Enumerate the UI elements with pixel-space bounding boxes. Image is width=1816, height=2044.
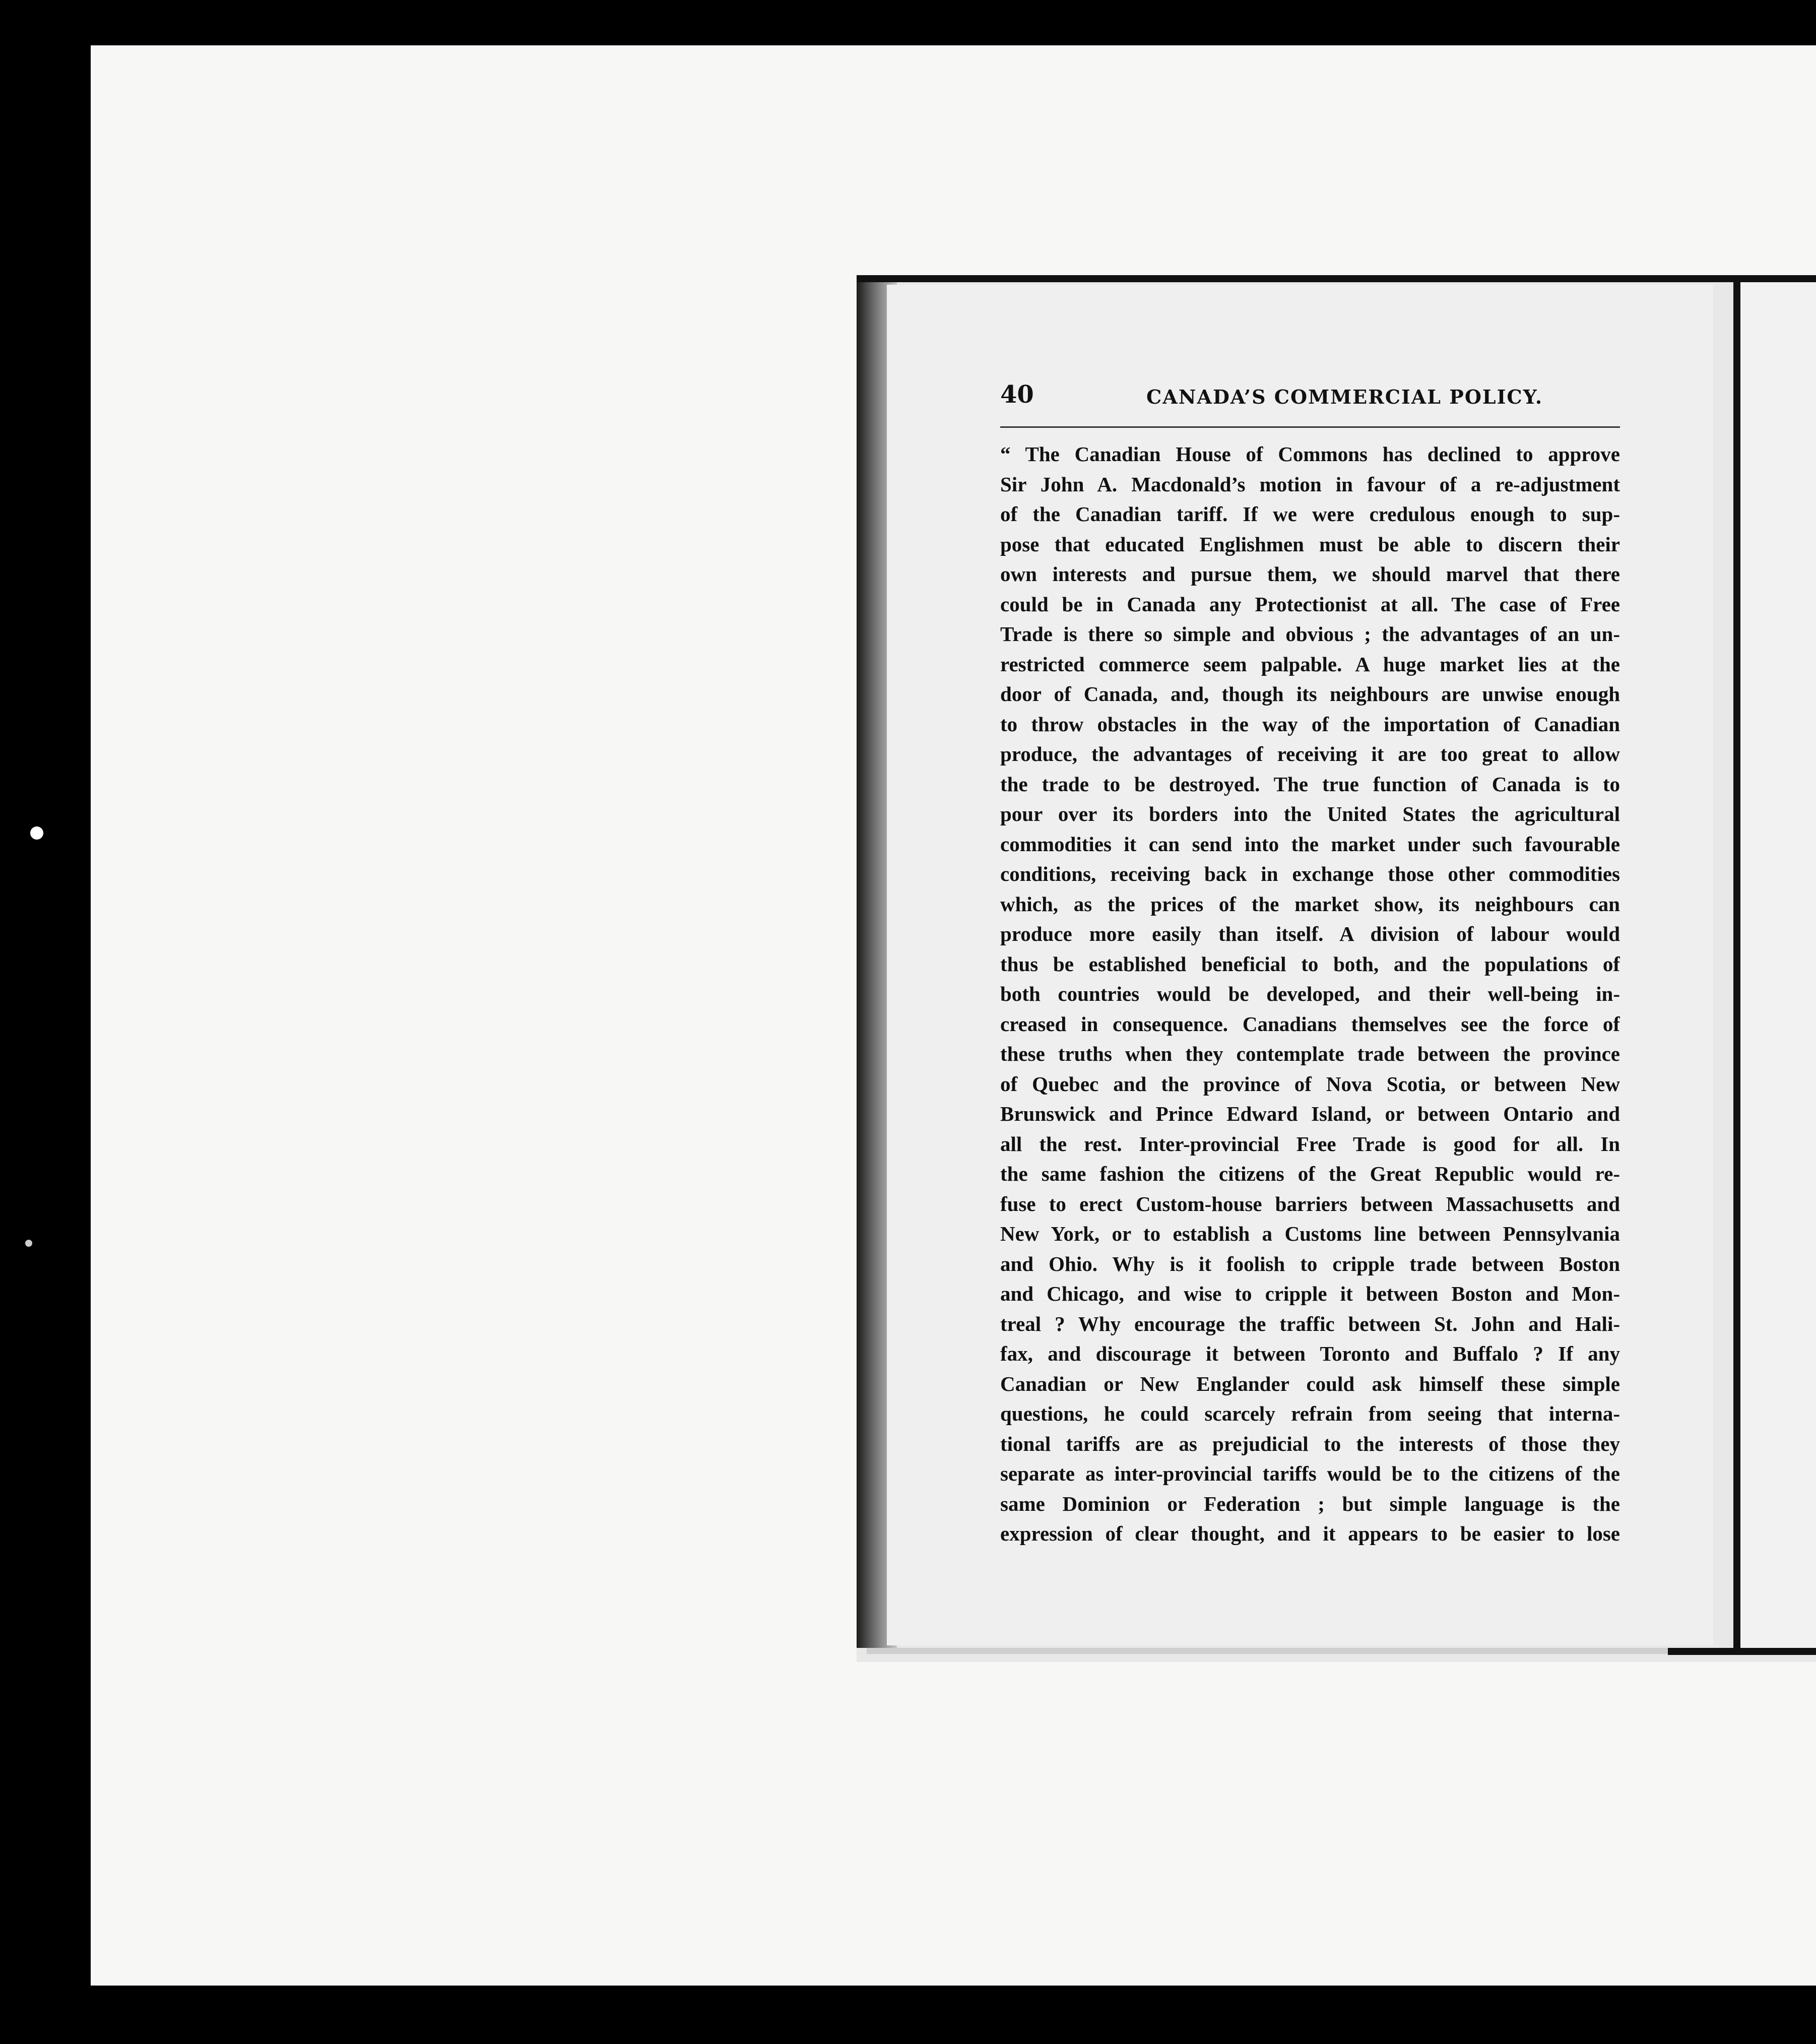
- text-line: all the rest. Inter-provincial Free Trade is good for all. In: [1000, 1132, 1620, 1156]
- text-line: own interests and pursue them, we should marvel that there: [1000, 562, 1620, 586]
- text-line: New York, or to establish a Customs line between Pennsylvania: [1000, 1222, 1620, 1245]
- text-line: pose that educated Englishmen must be able to discern their: [1000, 532, 1620, 556]
- running-head: CANADA’S COMMERCIAL POLICY.: [1146, 386, 1543, 408]
- text-line: thus be established beneficial to both, and the populations of: [1000, 952, 1620, 976]
- page-bottom-edge: [867, 1648, 1784, 1654]
- text-line: “ The Canadian House of Commons has declined to approve: [1000, 442, 1620, 466]
- text-line: Brunswick and Prince Edward Island, or between Ontario and: [1000, 1102, 1620, 1125]
- facing-page-edge: [1733, 282, 1740, 1653]
- text-line: fuse to erect Custom-house barriers between Massachusetts and: [1000, 1192, 1620, 1216]
- text-line: of the Canadian tariff. If we were credulous enough to sup-: [1000, 502, 1620, 526]
- text-line: and Chicago, and wise to cripple it between Boston and Mon-: [1000, 1282, 1620, 1305]
- header-rule: [1000, 426, 1620, 428]
- text-line: Canadian or New Englander could ask himself these simple: [1000, 1372, 1620, 1395]
- text-line: door of Canada, and, though its neighbours are unwise enough: [1000, 682, 1620, 706]
- text-line: tional tariffs are as prejudicial to the interests of those they: [1000, 1432, 1620, 1455]
- text-line: expression of clear thought, and it appears to be easier to lose: [1000, 1522, 1620, 1545]
- body-text: [1000, 439, 1620, 1549]
- text-line: same Dominion or Federation ; but simple language is the: [1000, 1492, 1620, 1515]
- text-line: and Ohio. Why is it foolish to cripple trade between Boston: [1000, 1252, 1620, 1275]
- text-line: the same fashion the citizens of the Great Republic would re-: [1000, 1162, 1620, 1185]
- text-line: the trade to be destroyed. The true function of Canada is to: [1000, 772, 1620, 796]
- text-line: could be in Canada any Protectionist at all. The case of Free: [1000, 592, 1620, 616]
- text-line: produce more easily than itself. A division of labour would: [1000, 922, 1620, 945]
- facing-page: [1740, 282, 1816, 1648]
- text-line: pour over its borders into the United States the agricultural: [1000, 802, 1620, 825]
- film-blemish: [30, 826, 43, 840]
- facing-page-foot: [1668, 1648, 1816, 1655]
- text-line: of Quebec and the province of Nova Scotia, or between New: [1000, 1072, 1620, 1096]
- text-line: conditions, receiving back in exchange those other commodities: [1000, 862, 1620, 885]
- film-edge-left: [0, 0, 91, 2044]
- text-line: Trade is there so simple and obvious ; the advantages of an un-: [1000, 622, 1620, 646]
- page-number: 40: [1000, 380, 1034, 409]
- text-line: creased in consequence. Canadians themselves see the force of: [1000, 1012, 1620, 1036]
- text-line: these truths when they contemplate trade between the province: [1000, 1042, 1620, 1065]
- text-line: both countries would be developed, and their well-being in-: [1000, 982, 1620, 1005]
- text-line: separate as inter-provincial tariffs would be to the citizens of the: [1000, 1462, 1620, 1485]
- text-line: to throw obstacles in the way of the importation of Canadian: [1000, 712, 1620, 736]
- page-header: [1000, 380, 1620, 416]
- page-top-edge: [857, 275, 1816, 282]
- text-line: which, as the prices of the market show, its neighbours can: [1000, 892, 1620, 916]
- text-line: Sir John A. Macdonald’s motion in favour of a re-adjustment: [1000, 472, 1620, 496]
- text-line: produce, the advantages of receiving it are too great to allow: [1000, 742, 1620, 765]
- film-blemish: [25, 1240, 32, 1247]
- text-line: restricted commerce seem palpable. A huge market lies at the: [1000, 652, 1620, 676]
- text-line: treal ? Why encourage the traffic between St. John and Hali-: [1000, 1312, 1620, 1335]
- text-line: commodities it can send into the market under such favourable: [1000, 832, 1620, 856]
- text-line: fax, and discourage it between Toronto and Buffalo ? If any: [1000, 1342, 1620, 1365]
- text-line: questions, he could scarcely refrain from seeing that interna-: [1000, 1402, 1620, 1425]
